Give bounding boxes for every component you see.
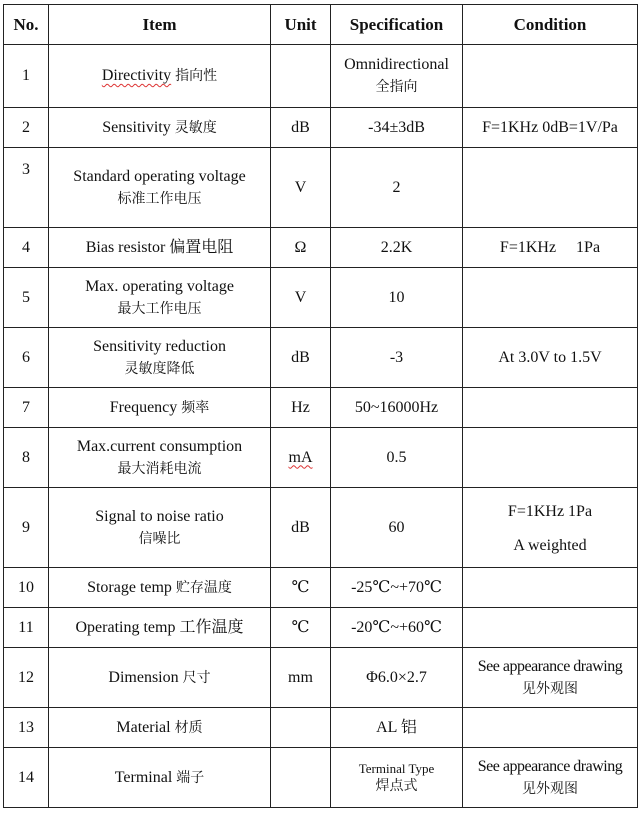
row-unit: ℃ — [271, 608, 331, 648]
condition-line-1: F=1KHz 1Pa — [507, 502, 593, 520]
item-en: Standard operating voltage — [73, 167, 246, 185]
item-cn: 信噪比 — [138, 531, 181, 547]
item-en: Storage temp — [87, 578, 172, 596]
item-cn: 指向性 — [175, 69, 218, 84]
item-en: Signal to noise ratio — [95, 507, 224, 525]
row-no: 7 — [4, 388, 49, 428]
row-condition — [463, 45, 638, 108]
item-cn: 尺寸 — [182, 670, 211, 686]
row-condition — [463, 608, 638, 648]
row-no: 3 — [4, 148, 49, 228]
row-spec: 0.5 — [331, 428, 463, 488]
row-item — [49, 748, 271, 808]
item-en: Material — [116, 718, 171, 736]
row-unit: dB — [271, 108, 331, 148]
table-row — [4, 648, 638, 708]
row-spec — [331, 45, 463, 108]
row-item — [49, 328, 271, 388]
item-en: Directivity — [101, 67, 172, 84]
row-unit — [271, 428, 331, 488]
condition-line-1: See appearance drawing — [477, 657, 623, 675]
header-item: Item — [49, 5, 271, 45]
item-en: Sensitivity — [102, 118, 171, 136]
table-row — [4, 108, 638, 148]
row-spec: 60 — [331, 488, 463, 568]
row-condition — [463, 748, 638, 808]
item-cn: 最大工作电压 — [117, 301, 202, 317]
row-condition — [463, 488, 638, 568]
header-condition: Condition — [463, 5, 638, 45]
row-unit — [271, 708, 331, 748]
row-spec: AL 铝 — [331, 708, 463, 748]
row-item — [49, 428, 271, 488]
condition-line-2: 见外观图 — [522, 681, 578, 697]
row-spec: 2.2K — [331, 228, 463, 268]
item-cn: 灵敏度 — [174, 120, 217, 136]
table-row — [4, 608, 638, 648]
unit-text: mA — [288, 448, 313, 466]
row-no: 5 — [4, 268, 49, 328]
row-unit: Ω — [271, 228, 331, 268]
row-item — [49, 488, 271, 568]
item-en: Dimension — [108, 668, 179, 686]
spec-en: Omnidirectional — [344, 56, 449, 73]
row-unit: dB — [271, 488, 331, 568]
row-spec — [331, 748, 463, 808]
header-unit: Unit — [271, 5, 331, 45]
header-row — [4, 5, 638, 45]
row-unit — [271, 748, 331, 808]
item-cn: 贮存温度 — [175, 580, 232, 596]
row-condition — [463, 388, 638, 428]
item-cn: 标准工作电压 — [117, 191, 202, 207]
table-row — [4, 388, 638, 428]
row-spec: -3 — [331, 328, 463, 388]
row-no: 6 — [4, 328, 49, 388]
item-en: Max. operating voltage — [85, 277, 234, 295]
row-item — [49, 708, 271, 748]
table-row — [4, 45, 638, 108]
item-en: Max.current consumption — [76, 437, 243, 455]
row-condition — [463, 268, 638, 328]
row-item — [49, 568, 271, 608]
item-cn: 材质 — [174, 720, 203, 736]
row-item — [49, 648, 271, 708]
table-row — [4, 568, 638, 608]
row-unit: V — [271, 268, 331, 328]
row-condition — [463, 148, 638, 228]
table-row — [4, 328, 638, 388]
row-no: 12 — [4, 648, 49, 708]
row-item — [49, 108, 271, 148]
row-unit: V — [271, 148, 331, 228]
item-en: Sensitivity reduction — [93, 337, 226, 355]
row-item — [49, 388, 271, 428]
row-no: 8 — [4, 428, 49, 488]
row-condition — [463, 428, 638, 488]
row-item — [49, 148, 271, 228]
spec-cn: 全指向 — [375, 80, 418, 95]
row-unit: Hz — [271, 388, 331, 428]
row-no: 10 — [4, 568, 49, 608]
item-en: Terminal — [114, 768, 173, 786]
row-no: 2 — [4, 108, 49, 148]
item-en: Bias resistor — [85, 238, 166, 256]
row-spec: Φ6.0×2.7 — [331, 648, 463, 708]
row-condition — [463, 568, 638, 608]
spec-en: Terminal Type — [358, 760, 435, 776]
row-unit: mm — [271, 648, 331, 708]
item-en: Operating temp — [75, 618, 176, 636]
spec-table — [3, 4, 638, 808]
table-row — [4, 428, 638, 488]
row-condition — [463, 648, 638, 708]
item-cn: 工作温度 — [179, 618, 244, 636]
row-spec: -25℃~+70℃ — [331, 568, 463, 608]
row-no: 4 — [4, 228, 49, 268]
condition-line-2: 见外观图 — [522, 781, 578, 797]
table-row — [4, 148, 638, 228]
header-no: No. — [4, 5, 49, 45]
condition-line-1: See appearance drawing — [477, 757, 623, 775]
row-condition — [463, 708, 638, 748]
row-item — [49, 608, 271, 648]
item-cn: 频率 — [181, 400, 210, 416]
table-row — [4, 268, 638, 328]
row-unit — [271, 45, 331, 108]
item-cn: 偏置电阻 — [169, 238, 234, 256]
row-no: 11 — [4, 608, 49, 648]
row-spec: 2 — [331, 148, 463, 228]
table-row — [4, 228, 638, 268]
header-spec: Specification — [331, 5, 463, 45]
item-cn: 端子 — [176, 770, 205, 786]
row-condition: F=1KHz 0dB=1V/Pa — [463, 108, 638, 148]
row-unit: ℃ — [271, 568, 331, 608]
row-spec: 10 — [331, 268, 463, 328]
spec-cn: 焊点式 — [375, 778, 418, 794]
row-spec: -34±3dB — [331, 108, 463, 148]
item-en: Frequency — [109, 398, 178, 416]
row-item — [49, 228, 271, 268]
row-unit: dB — [271, 328, 331, 388]
row-no: 14 — [4, 748, 49, 808]
table-row — [4, 708, 638, 748]
row-no: 13 — [4, 708, 49, 748]
row-item — [49, 45, 271, 108]
row-condition: At 3.0V to 1.5V — [463, 328, 638, 388]
table-row — [4, 488, 638, 568]
row-no: 9 — [4, 488, 49, 568]
table-row — [4, 748, 638, 808]
row-no: 1 — [4, 45, 49, 108]
condition-line-2: A weighted — [513, 536, 587, 554]
row-spec: -20℃~+60℃ — [331, 608, 463, 648]
row-condition: F=1KHz 1Pa — [463, 228, 638, 268]
item-cn: 灵敏度降低 — [124, 361, 195, 377]
row-spec: 50~16000Hz — [331, 388, 463, 428]
row-item — [49, 268, 271, 328]
item-cn: 最大消耗电流 — [117, 461, 202, 477]
